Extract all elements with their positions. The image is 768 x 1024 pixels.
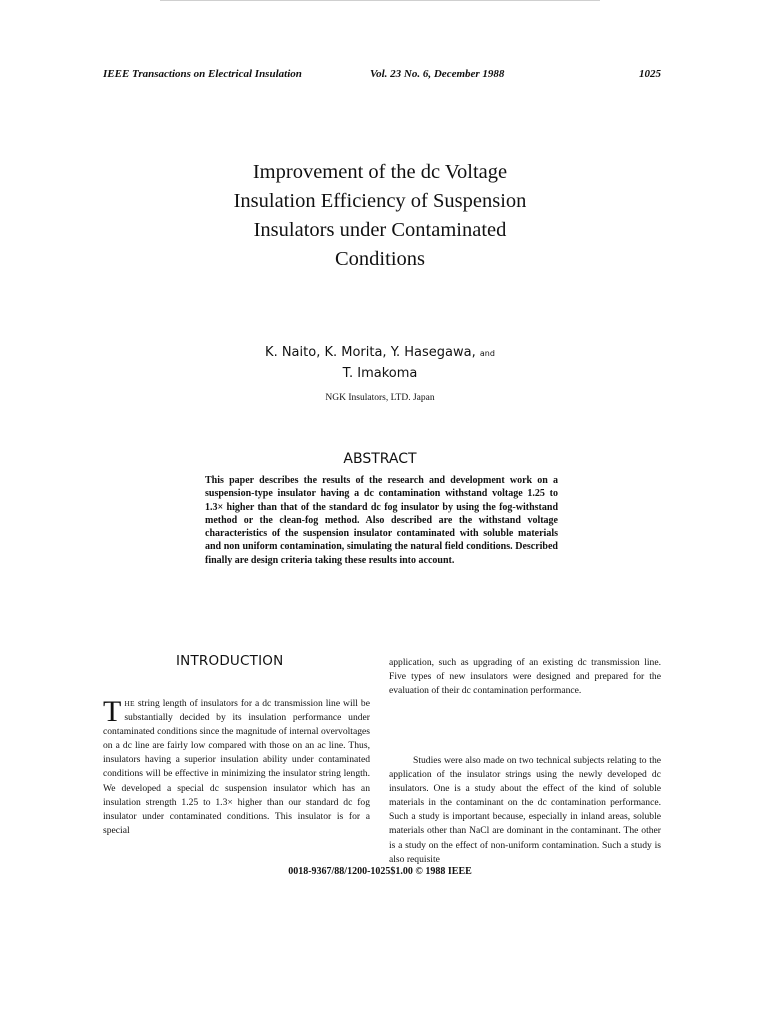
paper-title: [150, 158, 610, 274]
authors-line-1: K. Naito, K. Morita, Y. Hasegawa,: [265, 345, 476, 360]
authors-line-2: T. Imakoma: [342, 366, 418, 381]
journal-name: IEEE Transactions on Electrical Insulation: [103, 68, 302, 80]
title-line-4: Conditions: [335, 248, 425, 270]
author-list: [200, 343, 560, 384]
intro-paragraph-1: [103, 697, 370, 838]
intro-paragraph-1-text: string length of insulators for a dc transmission line will be substantially decided by its insulation performance under contaminated conditions since the magnitude of internal overvoltages on a dc line are fairly low compared with those on an ac line. Thus, insulators having a superior insulation ability under contaminated conditions will be effective in minimizing the insulator string length. We developed a special dc suspension insulator which has an insulation strength 1.25 to 1.3× higher than our standard dc fog insulator under contaminated conditions. This insulator is for a special: [103, 698, 370, 836]
small-caps-lead: HE: [124, 699, 135, 708]
volume-info: Vol. 23 No. 6, December 1988: [370, 68, 505, 80]
abstract-heading: ABSTRACT: [343, 451, 417, 467]
title-line-3: Insulators under Contaminated: [253, 219, 507, 241]
top-rule: [160, 0, 600, 1]
intro-paragraph-2: Studies were also made on two technical subjects relating to the application of the insulator strings using the newly developed dc insulators. One is a study about the effect of the kind of soluble materials in the contaminant on the dc contamination performance. Such a study is important because, especially in inland areas, soluble materials other than NaCl are dominant in the contaminant. The other is a study on the effect of non-uniform contamination. Such a study is also requisite: [389, 755, 661, 865]
title-line-2: Insulation Efficiency of Suspension: [233, 190, 527, 212]
page-number: 1025: [639, 68, 661, 80]
copyright-footer: 0018-9367/88/1200-1025$1.00 © 1988 IEEE: [288, 866, 472, 877]
title-line-1: Improvement of the dc Voltage: [252, 161, 508, 183]
authors-and: and: [479, 349, 495, 358]
abstract-text: This paper describes the results of the research and development work on a suspension-type insulator having a dc contamination withstand voltage 1.25 to 1.3× higher than that of the standard dc fog insulator by using the fog-withstand method or the clean-fog method. Also described are the withstand voltage characteristics of the suspension insulator contaminated with soluble materials and non uniform contamination, simulating the natural field conditions. Described finally are design criteria taking these results into account.: [205, 475, 558, 566]
running-header: [103, 68, 661, 84]
affiliation: NGK Insulators, LTD. Japan: [325, 393, 435, 403]
drop-cap: T: [103, 695, 122, 728]
intro-paragraph-1-continued: application, such as upgrading of an existing dc transmission line. Five types of new insulators were designed and prepared for the evaluation of their dc contamination performance.: [389, 657, 661, 697]
introduction-heading: INTRODUCTION: [176, 653, 284, 669]
